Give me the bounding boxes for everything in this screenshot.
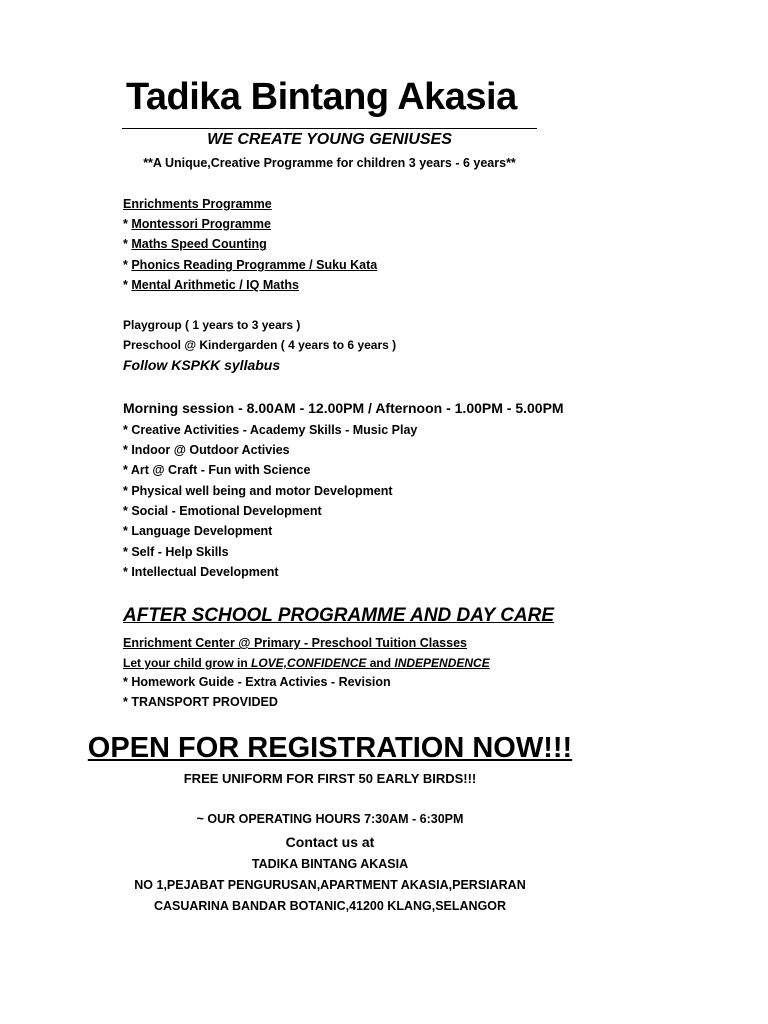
after-school-title: AFTER SCHOOL PROGRAMME AND DAY CARE — [123, 605, 555, 626]
address-line: NO 1,PEJABAT PENGURUSAN,APARTMENT AKASIA,PERSIARAN — [134, 878, 526, 892]
enrichment-item — [123, 278, 299, 292]
grow-prefix: Let your child grow in — [123, 656, 252, 670]
sessions-heading: Morning session - 8.00AM - 12.00PM / Afternoon - 1.00PM - 5.00PM — [123, 400, 564, 416]
enrichment-item — [123, 237, 267, 251]
bullet: * — [123, 237, 132, 251]
operating-hours: ~ OUR OPERATING HOURS 7:30AM - 6:30PM — [196, 812, 464, 826]
session-item: * Creative Activities - Academy Skills - Music Play — [123, 423, 418, 437]
session-item: * Indoor @ Outdoor Activies — [123, 443, 290, 457]
enrichment-item-label: Mental Arithmetic / IQ Maths — [131, 278, 299, 292]
session-item: * Physical well being and motor Development — [123, 484, 393, 498]
after-school-item: * Homework Guide - Extra Activies - Revision — [123, 675, 391, 689]
preschool-line: Preschool @ Kindergarden ( 4 years to 6 years ) — [123, 338, 397, 352]
bullet: * — [123, 278, 132, 292]
enrichment-center-line: Enrichment Center @ Primary - Preschool Tuition Classes — [123, 636, 467, 650]
page-title: Tadika Bintang Akasia — [126, 76, 517, 118]
grow-and: and — [366, 656, 395, 670]
playgroup-line: Playgroup ( 1 years to 3 years ) — [123, 318, 301, 332]
address-line: TADIKA BINTANG AKASIA — [251, 857, 409, 871]
session-item: * Social - Emotional Development — [123, 504, 322, 518]
syllabus-line: Follow KSPKK syllabus — [123, 357, 281, 373]
bullet: * — [123, 217, 132, 231]
session-item: * Art @ Craft - Fun with Science — [123, 463, 311, 477]
enrichment-item-label: Phonics Reading Programme / Suku Kata — [131, 258, 378, 272]
after-school-item: * TRANSPORT PROVIDED — [123, 695, 278, 709]
grow-love: LOVE,CONFIDENCE — [251, 656, 367, 670]
bullet: * — [123, 258, 132, 272]
address-line: CASUARINA BANDAR BOTANIC,41200 KLANG,SELANGOR — [153, 899, 507, 913]
title-divider — [122, 128, 537, 129]
tagline: WE CREATE YOUNG GENIUSES — [207, 131, 452, 148]
grow-independence: INDEPENDENCE — [394, 656, 490, 670]
enrichment-item-label: Maths Speed Counting — [131, 237, 267, 251]
session-item: * Self - Help Skills — [123, 545, 229, 559]
session-item: * Intellectual Development — [123, 565, 279, 579]
enrichment-heading: Enrichments Programme — [123, 197, 272, 211]
session-item: * Language Development — [123, 524, 273, 538]
enrichment-item-label: Montessori Programme — [131, 217, 271, 231]
free-uniform-line: FREE UNIFORM FOR FIRST 50 EARLY BIRDS!!! — [183, 771, 477, 786]
enrichment-item — [123, 217, 271, 231]
subtagline: **A Unique,Creative Programme for children 3 years - 6 years** — [143, 156, 516, 170]
registration-headline: OPEN FOR REGISTRATION NOW!!! — [87, 732, 573, 764]
contact-heading: Contact us at — [285, 834, 375, 850]
enrichment-item — [123, 258, 377, 272]
grow-line — [123, 656, 490, 670]
